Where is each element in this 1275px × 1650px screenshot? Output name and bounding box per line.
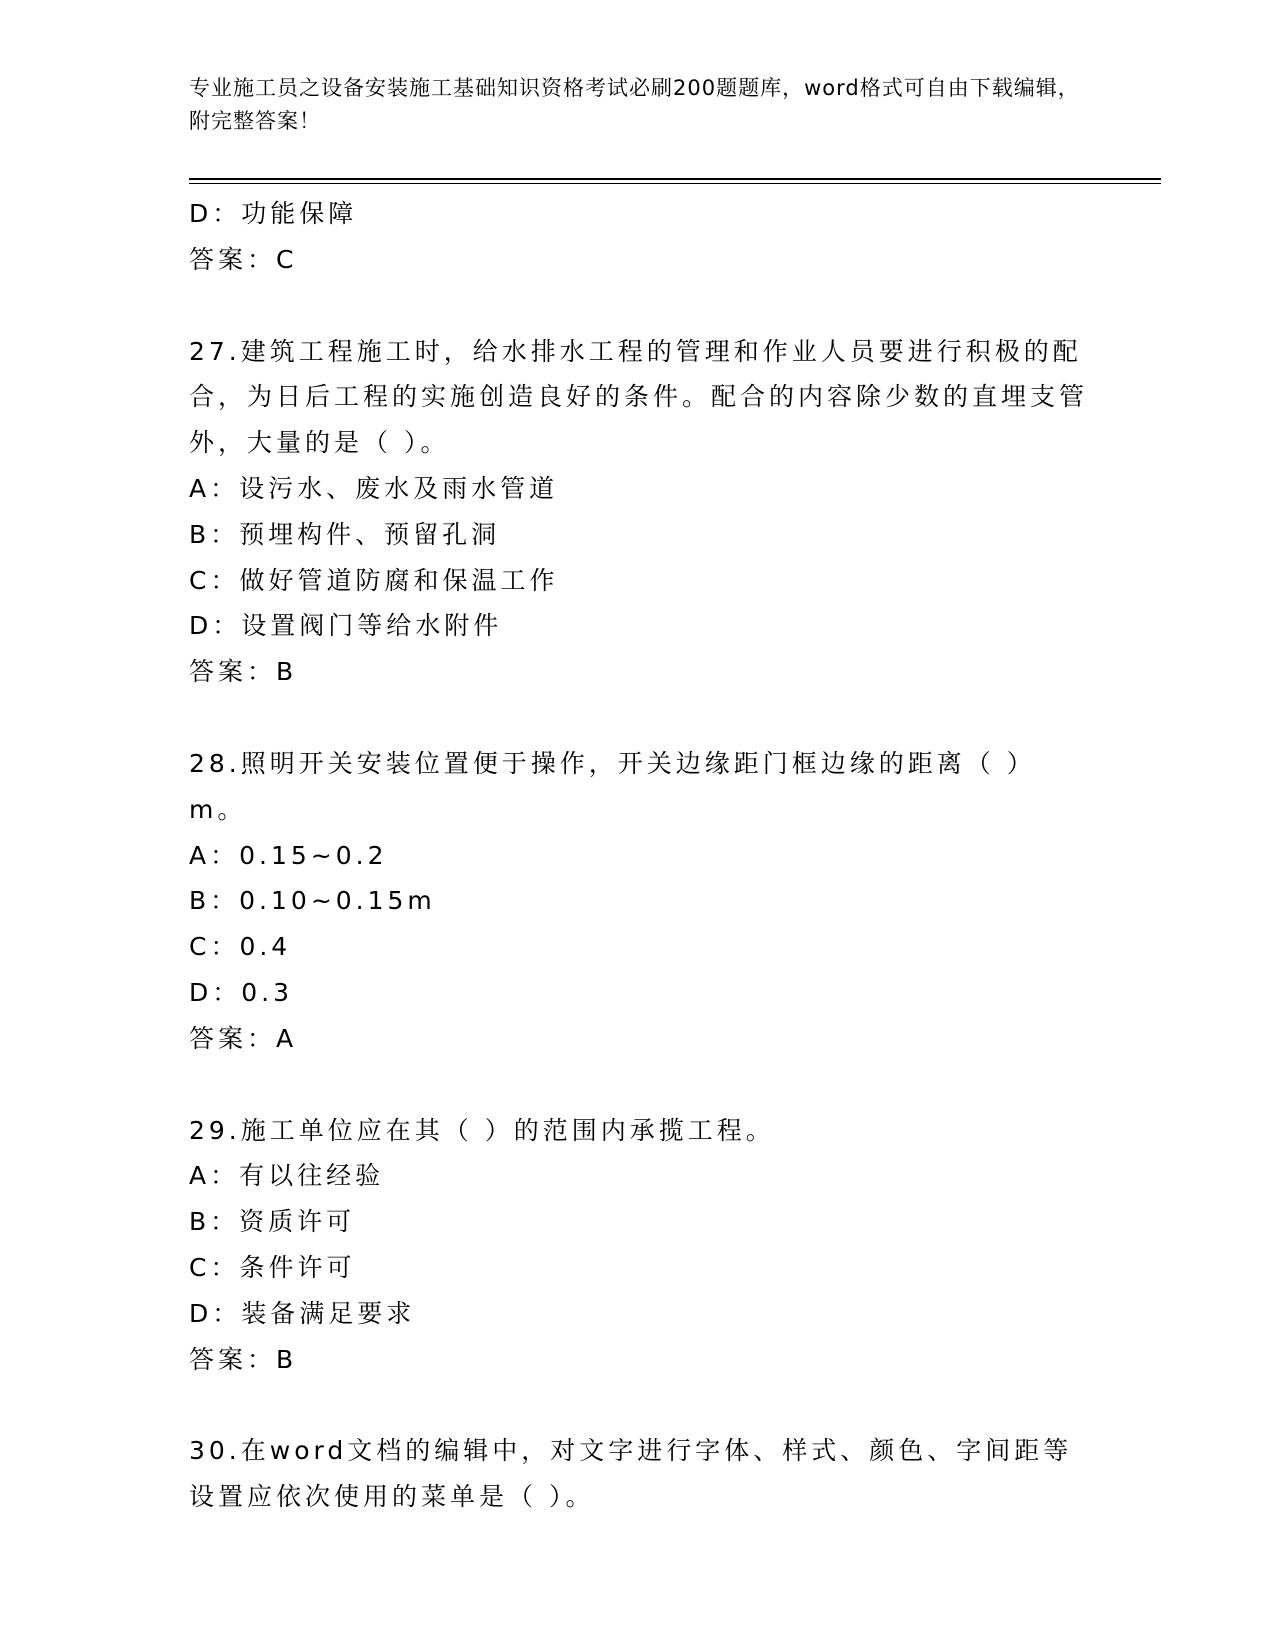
option-a: A：0.15~0.2 xyxy=(189,840,388,870)
header-rule-thin xyxy=(189,183,1161,184)
option-c: C：0.4 xyxy=(189,932,292,962)
option-d: D：装备满足要求 xyxy=(189,1298,416,1328)
answer: 答案：B xyxy=(189,657,298,687)
question-stem: 30.在word文档的编辑中，对文字进行字体、样式、颜色、字间距等设置应依次使用的菜单是（ ）。 xyxy=(189,1436,1073,1512)
option-c: C：条件许可 xyxy=(189,1252,356,1282)
answer: 答案：B xyxy=(189,1344,298,1374)
option-b: B：资质许可 xyxy=(189,1207,356,1237)
header-rule xyxy=(189,178,1161,180)
option-d: D：设置阀门等给水附件 xyxy=(189,611,503,641)
question-list xyxy=(189,191,1089,1520)
option-d: D：0.3 xyxy=(189,977,294,1007)
question-stem: 27.建筑工程施工时，给水排水工程的管理和作业人员要进行积极的配合，为日后工程的实施创造良好的条件。配合的内容除少数的直埋支管外，大量的是（ ）。 xyxy=(189,336,1089,458)
option-d: D：功能保障 xyxy=(189,199,358,228)
question-stem: 29.施工单位应在其（ ）的范围内承揽工程。 xyxy=(189,1115,775,1145)
document-header: 专业施工员之设备安装施工基础知识资格考试必刷200题题库，word格式可自由下载编辑，附完整答案！ xyxy=(189,76,1080,133)
option-c: C：做好管道防腐和保温工作 xyxy=(189,565,559,595)
option-b: B：0.10~0.15m xyxy=(189,886,436,916)
question-stem: 28.照明开关安装位置便于操作，开关边缘距门框边缘的距离（ ）m。 xyxy=(189,748,1036,824)
answer: 答案：C xyxy=(189,244,298,274)
answer: 答案：A xyxy=(189,1023,298,1053)
option-a: A：有以往经验 xyxy=(189,1161,385,1191)
option-b: B：预埋构件、预留孔洞 xyxy=(189,519,501,549)
option-a: A：设污水、废水及雨水管道 xyxy=(189,473,559,503)
